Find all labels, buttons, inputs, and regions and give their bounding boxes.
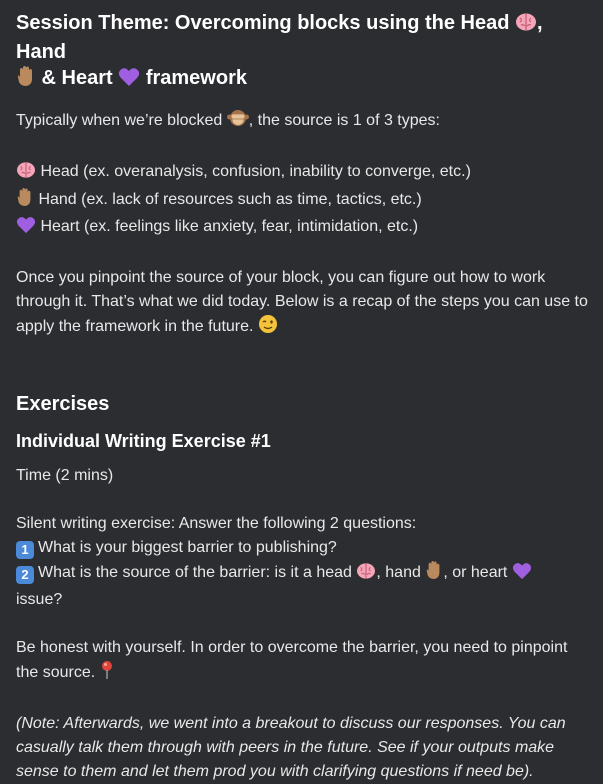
keycap-1-icon: 1 bbox=[16, 541, 34, 559]
type-heart: Heart (ex. feelings like anxiety, fear, intimidation, etc.) bbox=[16, 215, 589, 242]
title-text-1: Session Theme: Overcoming blocks using the Head bbox=[16, 12, 510, 34]
round-pushpin-icon bbox=[100, 660, 114, 688]
exercises-heading: Exercises bbox=[16, 393, 110, 415]
purple-heart-icon bbox=[16, 216, 36, 242]
brain-icon bbox=[515, 12, 537, 39]
title-text-2: , Hand bbox=[16, 12, 543, 63]
see-no-evil-monkey-icon bbox=[227, 108, 249, 136]
recap-paragraph: Once you pinpoint the source of your block, you can figure out how to work through it. That’s what we did today. Below is a recap of the steps you can use to apply the framework in the future. bbox=[16, 266, 589, 342]
question-1: 1 What is your biggest barrier to publishing? bbox=[16, 536, 589, 560]
hand-icon bbox=[425, 560, 443, 588]
session-title bbox=[16, 10, 589, 94]
keycap-2-icon: 2 bbox=[16, 566, 34, 584]
winking-face-icon bbox=[258, 314, 278, 342]
brain-icon bbox=[16, 161, 36, 187]
hand-icon bbox=[16, 187, 34, 215]
note-paragraph: (Note: Afterwards, we went into a breakout to discuss our responses. You can casually talk them through with peers in the future. See if your outputs make sense to them and let them prod you with clarifying questions if need be). bbox=[16, 715, 566, 780]
exercise-time: Time (2 mins) bbox=[16, 467, 114, 484]
exercise-instructions: Silent writing exercise: Answer the following 2 questions: bbox=[16, 515, 417, 532]
question-2: 2 What is the source of the barrier: is it a head , hand , or heart issue? bbox=[16, 560, 589, 612]
exercise-1-heading: Individual Writing Exercise #1 bbox=[16, 431, 271, 451]
hand-icon bbox=[16, 65, 36, 94]
title-text-4: framework bbox=[140, 67, 247, 89]
purple-heart-icon bbox=[118, 67, 140, 94]
honesty-paragraph: Be honest with yourself. In order to overcome the barrier, you need to pinpoint the source. bbox=[16, 636, 589, 688]
type-head: Head (ex. overanalysis, confusion, inability to converge, etc.) bbox=[16, 160, 589, 187]
title-text-3: & Heart bbox=[36, 67, 113, 89]
brain-icon bbox=[356, 562, 376, 588]
purple-heart-icon bbox=[512, 562, 532, 588]
type-hand: Hand (ex. lack of resources such as time, tactics, etc.) bbox=[16, 187, 589, 215]
intro-line: Typically when we’re blocked , the source is 1 of 3 types: bbox=[16, 108, 589, 136]
